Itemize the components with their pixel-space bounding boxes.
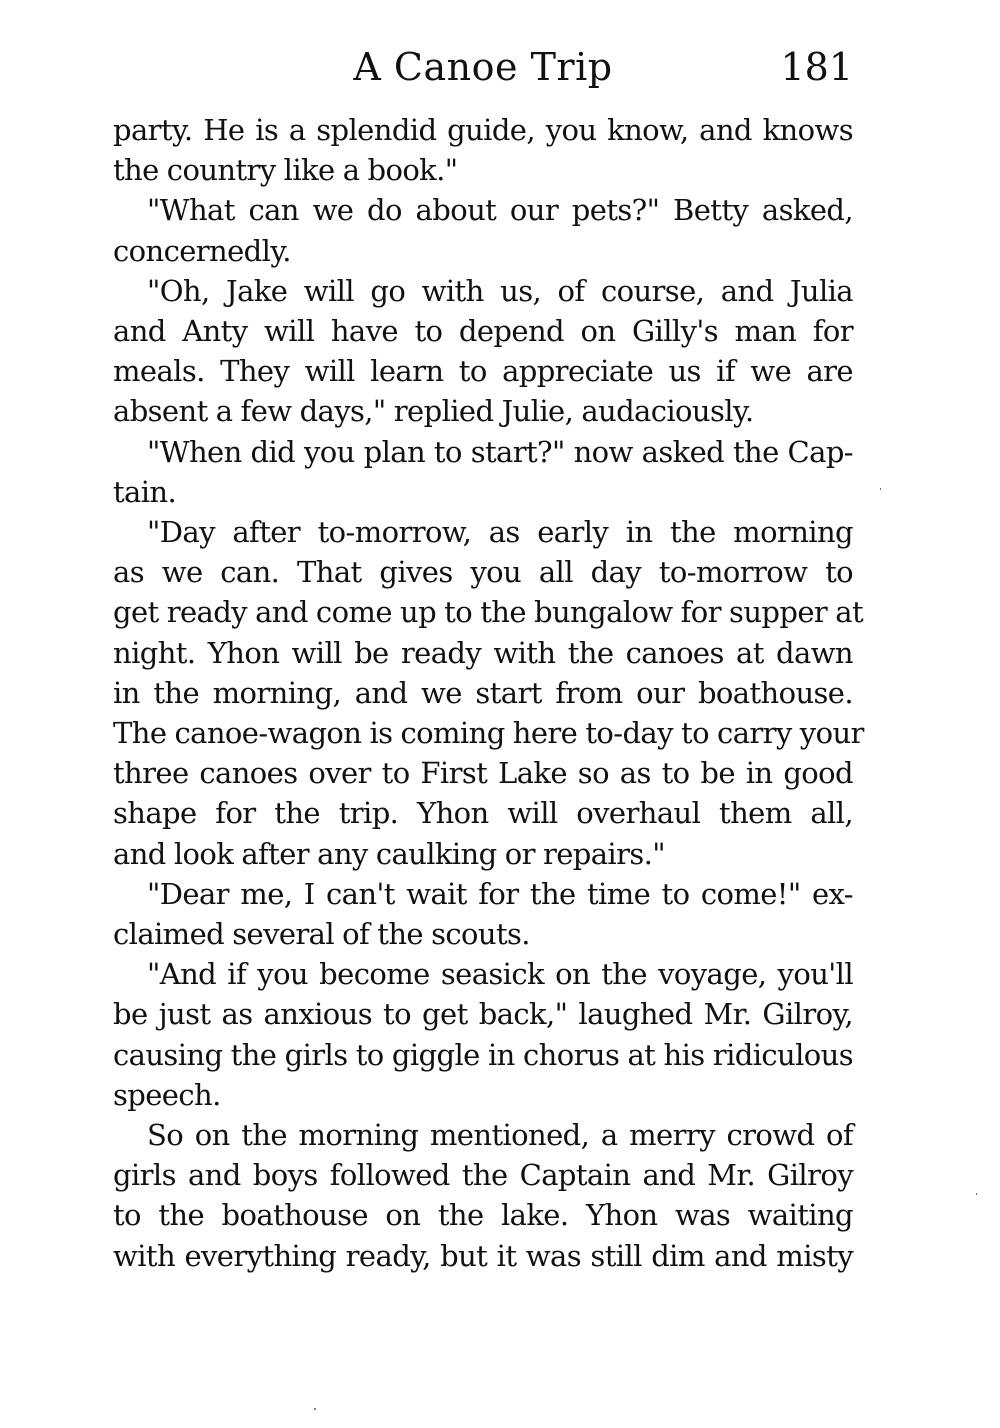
text-line: to the boathouse on the lake. Yhon was waiting [113, 1198, 853, 1233]
paragraph [113, 432, 853, 512]
text-line: in the morning, and we start from our boathouse. [113, 675, 853, 710]
text-line: party. He is a splendid guide, you know, and knows [113, 113, 853, 147]
text-line: the country like a book." [113, 153, 458, 188]
text-line: speech. [113, 1077, 221, 1112]
paragraph [113, 1115, 853, 1276]
text-line: as we can. That gives you all day to-morrow to [113, 555, 853, 590]
text-line: causing the girls to giggle in chorus at his ridiculous [113, 1037, 853, 1072]
paragraph [113, 271, 853, 432]
paragraph [113, 954, 853, 1115]
text-line: night. Yhon will be ready with the canoes at dawn [113, 635, 853, 670]
scan-speck [314, 1408, 316, 1410]
text-line: be just as anxious to get back," laughed Mr. Gilroy, [113, 997, 853, 1032]
paragraph [113, 190, 853, 270]
text-line: and Anty will have to depend on Gilly's man for [113, 314, 853, 349]
text-line: "Dear me, I can't wait for the time to come!" ex- [147, 876, 853, 911]
text-line: tain. [113, 474, 177, 509]
text-line: get ready and come up to the bungalow for supper at [113, 595, 864, 630]
text-line: shape for the trip. Yhon will overhaul them all, [113, 796, 853, 831]
scan-speck [880, 488, 881, 490]
text-line: "And if you become seasick on the voyage, you'll [147, 957, 853, 992]
paragraph [113, 874, 853, 954]
text-line: absent a few days," replied Julie, audaciously. [113, 394, 754, 429]
text-line: three canoes over to First Lake so as to be in good [113, 756, 853, 791]
body-text [113, 110, 864, 1276]
page-number: 181 [780, 45, 853, 89]
text-line: concernedly. [113, 233, 291, 268]
text-line: The canoe-wagon is coming here to-day to carry your [113, 716, 864, 751]
text-line: "Oh, Jake will go with us, of course, and Julia [147, 273, 853, 308]
text-line: "Day after to-morrow, as early in the morning [147, 515, 853, 550]
text-line: "What can we do about our pets?" Betty asked, [147, 193, 853, 228]
text-line: and look after any caulking or repairs." [113, 836, 666, 871]
text-line: claimed several of the scouts. [113, 917, 530, 952]
text-line: meals. They will learn to appreciate us if we are [113, 354, 853, 389]
paragraph [113, 512, 864, 874]
text-line: with everything ready, but it was still dim and misty [113, 1238, 853, 1273]
text-line: "When did you plan to start?" now asked the Cap- [147, 434, 853, 469]
running-head [113, 42, 853, 92]
paragraph [113, 110, 853, 190]
text-line: girls and boys followed the Captain and Mr. Gilroy [113, 1158, 853, 1193]
text-line: So on the morning mentioned, a merry crowd of [147, 1118, 853, 1153]
scan-speck [976, 1193, 977, 1195]
chapter-title: A Canoe Trip [353, 45, 613, 89]
